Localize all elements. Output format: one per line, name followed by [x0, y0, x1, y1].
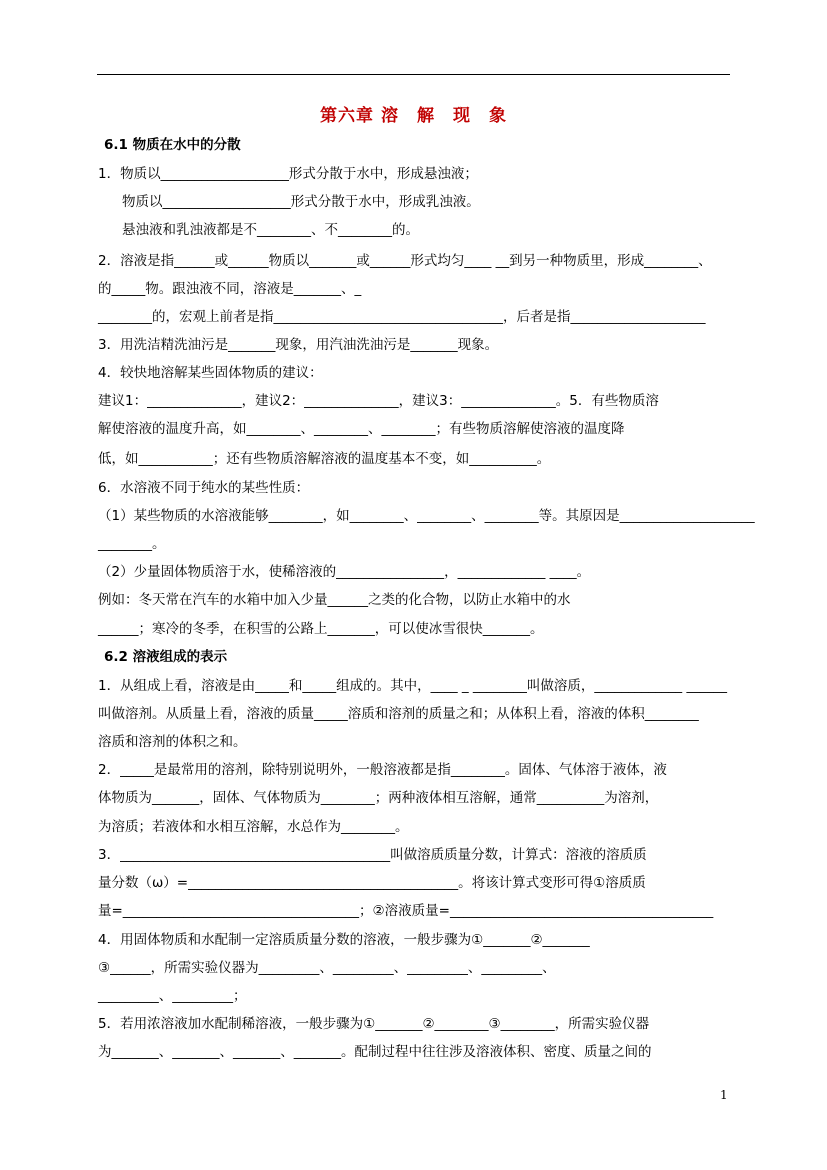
text-line: 物质以___________________形式分散于水中，形成乳浊液。 [122, 194, 480, 210]
text-line: 5．若用浓溶液加水配制稀溶液，一般步骤为①_______②________③________，所需实验仪器 [98, 1016, 650, 1032]
text-line: 为溶质；若液体和水相互溶解，水总作为________。 [98, 819, 409, 835]
text-line: 为_______、_______、_______、_______。配制过程中往往涉及溶液体积、密度、质量之间的 [98, 1044, 652, 1060]
text-line: 4．较快地溶解某些固体物质的建议： [98, 365, 323, 381]
chapter-title: 第六章 溶 解 现 象 [320, 106, 507, 126]
text-line: 量分数（ω）=________________________________________。将该计算式变形可得①溶质质 [98, 875, 646, 891]
text-line: 例如：冬天常在汽车的水箱中加入少量______之类的化合物，以防止水箱中的水 [98, 592, 571, 608]
text-line: 1．物质以___________________形式分散于水中，形成悬浊液； [98, 166, 478, 182]
text-line: 的_____物。跟浊液不同，溶液是_______、_ [98, 281, 362, 297]
text-line: 叫做溶剂。从质量上看，溶液的质量_____溶质和溶剂的质量之和；从体积上看，溶液的体积________ [98, 706, 699, 722]
text-line: ________。 [98, 536, 166, 552]
text-line: ③______，所需实验仪器为_________、_________、_________、_________、 [98, 960, 556, 976]
text-line: （2）少量固体物质溶于水，使稀溶液的________________，_____________ ____。 [98, 564, 591, 580]
text-line: 体物质为_______，固体、气体物质为________；两种液体相互溶解，通常__________为溶剂， [98, 790, 659, 806]
text-line: 1．从组成上看，溶液是由_____和_____组成的。其中，____ _ ________叫做溶质，_____________ ______ [98, 678, 727, 694]
text-line: 3．用洗洁精洗油污是_______现象，用汽油洗油污是_______现象。 [98, 337, 499, 353]
text-line: 3．________________________________________叫做溶质质量分数，计算式：溶液的溶质质 [98, 847, 647, 863]
section-heading-6-1: 6.1 物质在水中的分散 [104, 137, 241, 153]
text-line: 量=___________________________________；②溶液质量=_______________________________________ [98, 903, 714, 919]
text-line: 2．_____是最常用的溶剂，除特别说明外，一般溶液都是指________。固体、气体溶于液体，液 [98, 762, 667, 778]
text-line: （1）某些物质的水溶液能够________，如________、________、________等。其原因是____________________ [98, 508, 755, 524]
text-line: 溶质和溶剂的体积之和。 [98, 734, 247, 750]
section-heading-6-2: 6.2 溶液组成的表示 [104, 649, 228, 665]
page-number: 1 [720, 1088, 728, 1102]
text-line: 低，如___________；还有些物质溶解溶液的温度基本不变，如__________。 [98, 451, 551, 467]
text-line: 解使溶液的温度升高，如________、________、________；有些物质溶解使溶液的温度降 [98, 421, 625, 437]
text-line: _________、_________； [98, 988, 247, 1004]
text-line: 4．用固体物质和水配制一定溶质质量分数的溶液，一般步骤为①_______②_______ [98, 932, 590, 948]
header-rule [97, 74, 730, 75]
text-line: 建议1：______________，建议2：______________，建议3：______________。5．有些物质溶 [98, 393, 659, 409]
text-line: ________的，宏观上前者是指__________________________________，后者是指____________________ [98, 309, 706, 325]
text-line: ______；寒冷的冬季，在积雪的公路上_______，可以使冰雪很快_______。 [98, 621, 544, 637]
text-line: 2．溶液是指______或______物质以_______或______形式均匀____ __到另一种物质里，形成________、 [98, 253, 712, 269]
text-line: 6．水溶液不同于纯水的某些性质： [98, 480, 310, 496]
text-line: 悬浊液和乳浊液都是不________、不________的。 [122, 222, 419, 238]
